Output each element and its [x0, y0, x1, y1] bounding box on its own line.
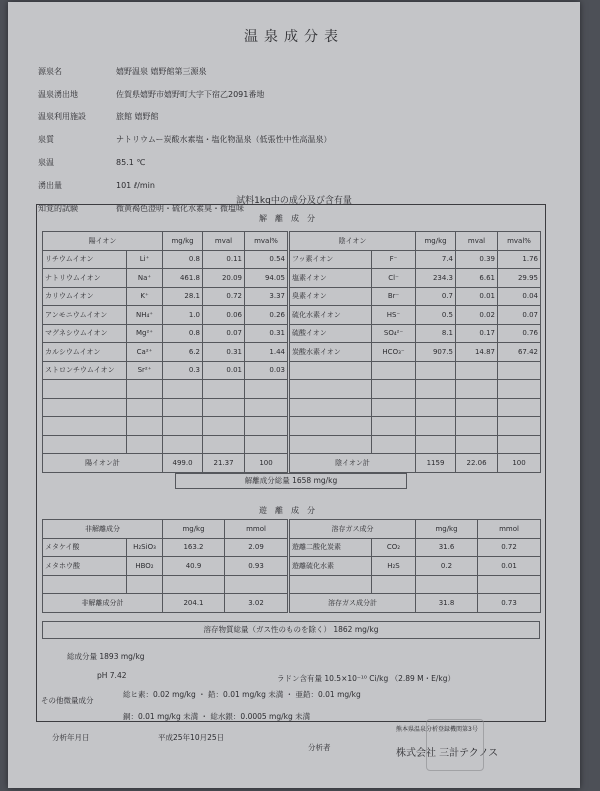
- trace-line-2: 銅：0.01 mg/kg 未満 ・ 総水銀：0.0005 mg/kg 未満: [123, 712, 311, 721]
- subtitle: 試料1kg中の成分及び含有量: [236, 196, 352, 206]
- empty-cell: [456, 435, 498, 454]
- company-name: 株式会社 三計テクノス: [396, 748, 499, 759]
- empty-cell: [456, 361, 498, 380]
- column-header: mmol: [225, 520, 288, 539]
- ion-value: 0.7: [416, 287, 456, 306]
- ion-value: 0.07: [203, 324, 245, 343]
- table-row: [290, 287, 541, 306]
- ph-value: pH 7.42: [97, 671, 127, 680]
- header-value: 嬉野温泉 嬉野館第三源泉: [116, 66, 207, 76]
- header-label: 泉質: [38, 135, 54, 145]
- header-value: 101 ℓ/min: [116, 180, 155, 190]
- total-value: 499.0: [163, 454, 203, 473]
- table-row: [43, 343, 288, 362]
- empty-row: [290, 398, 541, 417]
- empty-cell: [127, 380, 163, 399]
- empty-cell: [290, 417, 372, 436]
- ion-symbol: Cl⁻: [372, 269, 416, 288]
- column-header: mg/kg: [163, 232, 203, 251]
- empty-row: [43, 398, 288, 417]
- ion-symbol: Br⁻: [372, 287, 416, 306]
- header-value: ナトリウムー炭酸水素塩・塩化物温泉（低張性中性高温泉）: [116, 135, 332, 145]
- ion-value: 1.44: [245, 343, 288, 362]
- component-value: 31.6: [416, 538, 478, 557]
- total-value: 100: [498, 454, 541, 473]
- solute-total: 溶存物質総量（ガス性のものを除く） 1862 mg/kg: [42, 621, 540, 639]
- empty-cell: [163, 417, 203, 436]
- empty-cell: [290, 435, 372, 454]
- ion-name: マグネシウムイオン: [43, 324, 127, 343]
- empty-cell: [225, 575, 288, 594]
- ion-name: リチウムイオン: [43, 250, 127, 269]
- header-label: 泉温: [38, 158, 54, 168]
- total-value: 3.02: [225, 594, 288, 613]
- empty-cell: [127, 398, 163, 417]
- component-name: メタホウ酸: [43, 557, 127, 576]
- header-value: 旅館 嬉野館: [116, 112, 159, 122]
- total-row: [43, 454, 288, 473]
- ion-name: ナトリウムイオン: [43, 269, 127, 288]
- table-row: [43, 287, 288, 306]
- column-header: 陰イオン: [290, 232, 416, 251]
- column-header: mg/kg: [163, 520, 225, 539]
- ion-name: 臭素イオン: [290, 287, 372, 306]
- table-row: [43, 306, 288, 325]
- empty-cell: [416, 398, 456, 417]
- ion-symbol: Na⁺: [127, 269, 163, 288]
- ion-value: 461.8: [163, 269, 203, 288]
- component-formula: CO₂: [372, 538, 416, 557]
- document-sheet: [8, 2, 580, 788]
- ion-symbol: F⁻: [372, 250, 416, 269]
- total-label: 陽イオン計: [43, 454, 163, 473]
- total-value: 0.73: [478, 594, 541, 613]
- table-row: [43, 250, 288, 269]
- ion-symbol: HS⁻: [372, 306, 416, 325]
- column-header: 非解離成分: [43, 520, 163, 539]
- ion-value: 0.17: [456, 324, 498, 343]
- empty-cell: [163, 398, 203, 417]
- component-value: 0.72: [478, 538, 541, 557]
- table-row: [290, 538, 541, 557]
- ion-name: カリウムイオン: [43, 287, 127, 306]
- empty-cell: [43, 417, 127, 436]
- component-value: 40.9: [163, 557, 225, 576]
- table-row: [43, 324, 288, 343]
- empty-cell: [290, 575, 372, 594]
- ion-value: 3.37: [245, 287, 288, 306]
- header-label: 源泉名: [38, 66, 62, 76]
- column-header: mval: [456, 232, 498, 251]
- empty-cell: [478, 575, 541, 594]
- ion-name: アンモニウムイオン: [43, 306, 127, 325]
- empty-cell: [456, 398, 498, 417]
- table-row: [290, 324, 541, 343]
- ion-value: 8.1: [416, 324, 456, 343]
- empty-cell: [245, 435, 288, 454]
- total-value: 1159: [416, 454, 456, 473]
- grand-total: 総成分量 1893 mg/kg: [67, 652, 145, 661]
- seal-stamp: [426, 719, 484, 771]
- empty-cell: [416, 361, 456, 380]
- table-row: [43, 269, 288, 288]
- empty-cell: [203, 380, 245, 399]
- empty-row: [290, 435, 541, 454]
- ion-value: 67.42: [498, 343, 541, 362]
- empty-cell: [416, 417, 456, 436]
- component-value: 0.01: [478, 557, 541, 576]
- table-header-row: [290, 232, 541, 251]
- header-value: 佐賀県嬉野市嬉野町大字下宿乙2091番地: [116, 89, 265, 99]
- ion-value: 0.72: [203, 287, 245, 306]
- column-header: mval: [203, 232, 245, 251]
- ion-symbol: K⁺: [127, 287, 163, 306]
- empty-cell: [290, 380, 372, 399]
- component-formula: H₂S: [372, 557, 416, 576]
- empty-cell: [456, 380, 498, 399]
- ion-symbol: Sr²⁺: [127, 361, 163, 380]
- table-header-row: [290, 520, 541, 539]
- column-header: mval%: [498, 232, 541, 251]
- ion-value: 0.04: [498, 287, 541, 306]
- total-row: [43, 594, 288, 613]
- ion-value: 0.11: [203, 250, 245, 269]
- empty-cell: [416, 380, 456, 399]
- empty-cell: [245, 417, 288, 436]
- ion-name: 硫化水素イオン: [290, 306, 372, 325]
- empty-cell: [372, 361, 416, 380]
- ion-symbol: NH₄⁺: [127, 306, 163, 325]
- empty-cell: [456, 417, 498, 436]
- component-name: メタケイ酸: [43, 538, 127, 557]
- registry-number: 熊本県温泉分析登録機関第3号: [396, 726, 478, 733]
- header-label: 温泉利用施設: [38, 112, 86, 122]
- ion-symbol: Ca²⁺: [127, 343, 163, 362]
- component-name: 遊離二酸化炭素: [290, 538, 372, 557]
- ion-name: フッ素イオン: [290, 250, 372, 269]
- empty-cell: [245, 380, 288, 399]
- total-value: 204.1: [163, 594, 225, 613]
- column-header: mval%: [245, 232, 288, 251]
- anion-table: [289, 231, 541, 473]
- analysis-date-label: 分析年月日: [52, 733, 90, 742]
- header-label: 湧出量: [38, 180, 62, 190]
- column-header: mg/kg: [416, 520, 478, 539]
- ion-value: 0.03: [245, 361, 288, 380]
- empty-row: [43, 575, 288, 594]
- radon-content: ラドン含有量 10.5×10⁻¹⁰ Ci/kg （2.89 M・E/kg）: [277, 674, 456, 683]
- total-label: 陰イオン計: [290, 454, 416, 473]
- component-value: 0.93: [225, 557, 288, 576]
- ion-value: 1.76: [498, 250, 541, 269]
- total-label: 溶存ガス成分計: [290, 594, 416, 613]
- table-row: [290, 250, 541, 269]
- ion-section-title: 解離成分: [259, 214, 323, 223]
- ion-value: 1.0: [163, 306, 203, 325]
- ion-value: 907.5: [416, 343, 456, 362]
- ion-symbol: Li⁺: [127, 250, 163, 269]
- empty-cell: [163, 380, 203, 399]
- trace-label: その他微量成分: [41, 696, 94, 705]
- ion-value: 0.31: [203, 343, 245, 362]
- table-header-row: [43, 232, 288, 251]
- empty-cell: [498, 361, 541, 380]
- table-row: [43, 361, 288, 380]
- ion-value: 29.95: [498, 269, 541, 288]
- ion-value: 0.3: [163, 361, 203, 380]
- empty-cell: [43, 435, 127, 454]
- trace-line-1: 総ヒ素：0.02 mg/kg ・ 鉛：0.01 mg/kg 未満 ・ 亜鉛：0.01 mg/kg: [123, 690, 361, 699]
- ion-name: カルシウムイオン: [43, 343, 127, 362]
- ion-symbol: HCO₃⁻: [372, 343, 416, 362]
- empty-cell: [372, 435, 416, 454]
- empty-cell: [498, 435, 541, 454]
- empty-row: [290, 380, 541, 399]
- total-value: 21.37: [203, 454, 245, 473]
- table-header-row: [43, 520, 288, 539]
- analyst-label: 分析者: [308, 743, 331, 752]
- ion-value: 0.26: [245, 306, 288, 325]
- component-value: 0.2: [416, 557, 478, 576]
- nondissociated-table: [42, 519, 288, 613]
- ion-value: 0.01: [203, 361, 245, 380]
- empty-row: [290, 575, 541, 594]
- ion-value: 0.02: [456, 306, 498, 325]
- total-value: 31.8: [416, 594, 478, 613]
- ion-value: 0.76: [498, 324, 541, 343]
- ion-value: 0.8: [163, 324, 203, 343]
- empty-cell: [372, 398, 416, 417]
- empty-cell: [290, 361, 372, 380]
- empty-cell: [203, 435, 245, 454]
- empty-row: [43, 417, 288, 436]
- header-label: 知覚的試験: [38, 203, 78, 213]
- column-header: mmol: [478, 520, 541, 539]
- ion-name: 炭酸水素イオン: [290, 343, 372, 362]
- ion-value: 0.54: [245, 250, 288, 269]
- ion-value: 20.09: [203, 269, 245, 288]
- header-row: [38, 106, 332, 129]
- table-row: [43, 557, 288, 576]
- ion-value: 0.07: [498, 306, 541, 325]
- column-header: 溶存ガス成分: [290, 520, 416, 539]
- ion-symbol: Mg²⁺: [127, 324, 163, 343]
- component-value: 2.09: [225, 538, 288, 557]
- undissociated-section-title: 遊離成分: [259, 506, 323, 515]
- ion-value: 6.2: [163, 343, 203, 362]
- header-row: [38, 60, 332, 83]
- ion-value: 0.8: [163, 250, 203, 269]
- dissolved-gas-table: [289, 519, 541, 613]
- empty-cell: [43, 575, 127, 594]
- component-formula: HBO₂: [127, 557, 163, 576]
- table-row: [290, 306, 541, 325]
- empty-row: [290, 417, 541, 436]
- ion-value: 0.39: [456, 250, 498, 269]
- empty-cell: [203, 417, 245, 436]
- total-value: 22.06: [456, 454, 498, 473]
- empty-cell: [163, 575, 225, 594]
- empty-row: [290, 361, 541, 380]
- header-value: 85.1 ℃: [116, 158, 146, 168]
- cation-table: [42, 231, 288, 473]
- total-value: 100: [245, 454, 288, 473]
- empty-cell: [290, 398, 372, 417]
- composition-frame: [36, 204, 546, 722]
- empty-cell: [372, 417, 416, 436]
- empty-cell: [416, 575, 478, 594]
- ion-name: 塩素イオン: [290, 269, 372, 288]
- empty-cell: [372, 575, 416, 594]
- ion-value: 94.05: [245, 269, 288, 288]
- empty-row: [43, 435, 288, 454]
- empty-cell: [127, 575, 163, 594]
- header-value: 微黄褐色澄明・硫化水素臭・微塩味: [116, 203, 244, 213]
- table-row: [290, 269, 541, 288]
- empty-cell: [416, 435, 456, 454]
- empty-cell: [203, 398, 245, 417]
- empty-cell: [498, 398, 541, 417]
- total-label: 非解離成分計: [43, 594, 163, 613]
- ion-value: 7.4: [416, 250, 456, 269]
- ion-name: ストロンチウムイオン: [43, 361, 127, 380]
- dissolved-total: 解離成分総量 1658 mg/kg: [175, 473, 407, 489]
- page-title: 温泉成分表: [244, 29, 344, 45]
- ion-value: 0.06: [203, 306, 245, 325]
- ion-value: 0.01: [456, 287, 498, 306]
- ion-value: 28.1: [163, 287, 203, 306]
- table-row: [43, 538, 288, 557]
- ion-value: 0.5: [416, 306, 456, 325]
- header-row: [38, 128, 332, 151]
- analysis-date: 平成25年10月25日: [158, 733, 225, 742]
- empty-cell: [43, 398, 127, 417]
- empty-cell: [498, 417, 541, 436]
- ion-value: 0.31: [245, 324, 288, 343]
- table-row: [290, 557, 541, 576]
- empty-cell: [372, 380, 416, 399]
- empty-cell: [245, 398, 288, 417]
- empty-cell: [127, 417, 163, 436]
- component-name: 遊離硫化水素: [290, 557, 372, 576]
- component-value: 163.2: [163, 538, 225, 557]
- column-header: mg/kg: [416, 232, 456, 251]
- column-header: 陽イオン: [43, 232, 163, 251]
- header-label: 温泉湧出地: [38, 89, 78, 99]
- ion-value: 234.3: [416, 269, 456, 288]
- table-row: [290, 343, 541, 362]
- component-formula: H₂SiO₃: [127, 538, 163, 557]
- ion-value: 14.87: [456, 343, 498, 362]
- total-row: [290, 454, 541, 473]
- header-row: [38, 151, 332, 174]
- empty-row: [43, 380, 288, 399]
- empty-cell: [163, 435, 203, 454]
- ion-value: 6.61: [456, 269, 498, 288]
- total-row: [290, 594, 541, 613]
- empty-cell: [127, 435, 163, 454]
- empty-cell: [498, 380, 541, 399]
- empty-cell: [43, 380, 127, 399]
- header-row: [38, 83, 332, 106]
- ion-name: 硫酸イオン: [290, 324, 372, 343]
- ion-symbol: SO₄²⁻: [372, 324, 416, 343]
